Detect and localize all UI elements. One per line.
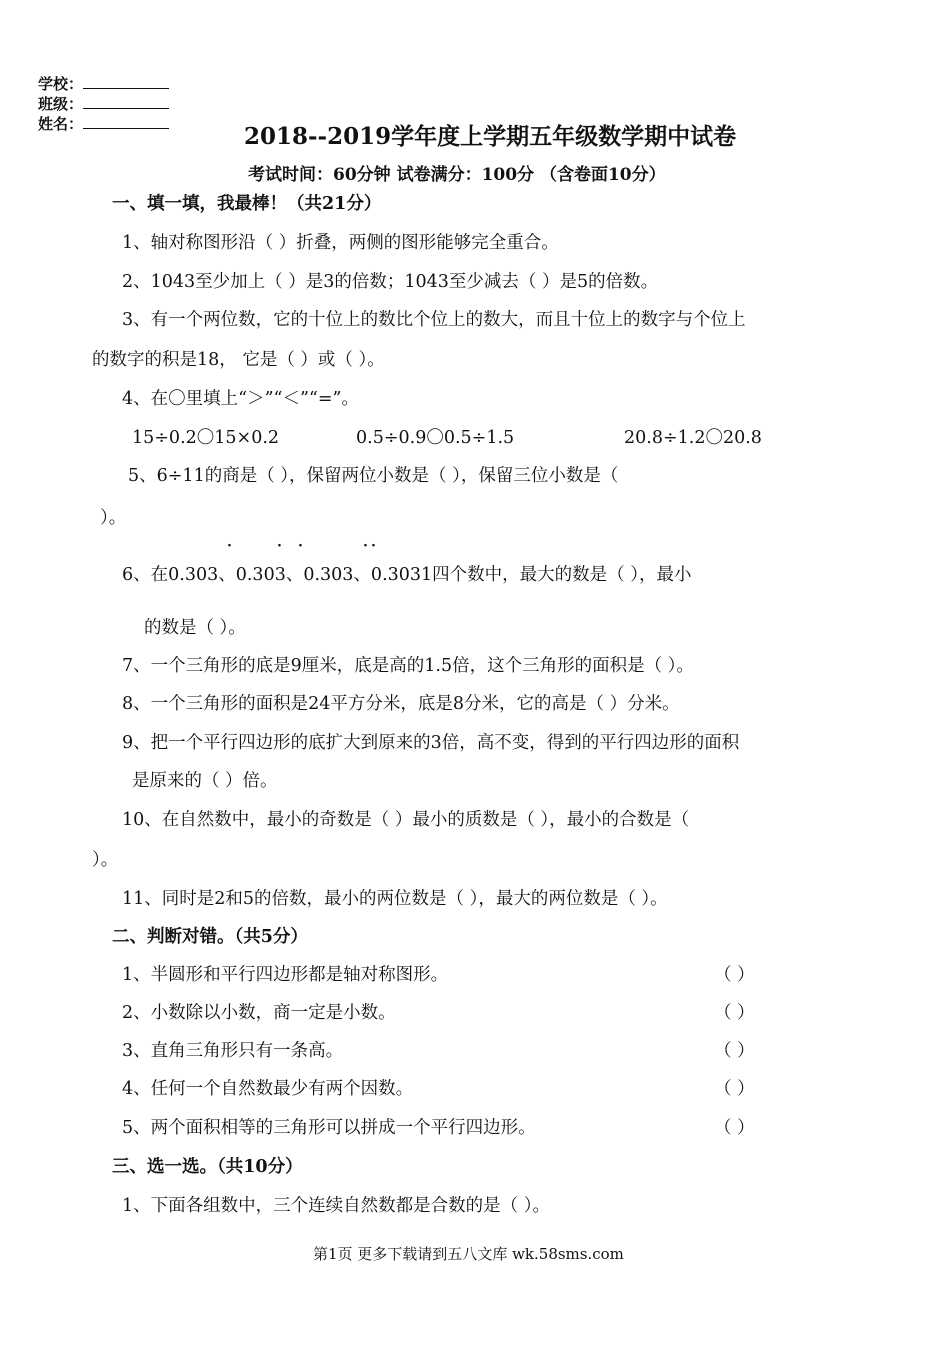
s3-question-1: 1、下面各组数中，三个连续自然数都是合数的是（ ）。 <box>122 1196 550 1216</box>
class-blank <box>83 94 169 109</box>
exam-subtitle: 考试时间：60分钟 试卷满分：100分 （含卷面10分） <box>248 165 666 185</box>
s1-question-7: 7、一个三角形的底是9厘米，底是高的1.5倍，这个三角形的面积是（ ）。 <box>122 656 694 676</box>
repeating-dot-mark: · <box>277 538 282 554</box>
s2-answer-paren-5: （ ） <box>714 1118 755 1138</box>
s1-question-4-a: 15÷0.2〇15×0.2 <box>132 428 280 448</box>
s1-question-9-line2: 是原来的（ ）倍。 <box>132 771 278 791</box>
section3-title: 三、选一选。（共10分） <box>112 1157 303 1177</box>
name-blank <box>83 114 169 129</box>
s1-question-5-line1: 5、6÷11的商是（ ），保留两位小数是（ ），保留三位小数是（ <box>128 466 619 486</box>
repeating-dot-mark: · <box>298 538 303 554</box>
school-blank <box>83 74 169 89</box>
repeating-dot-mark: · <box>363 538 368 554</box>
s1-question-1: 1、轴对称图形沿（ ）折叠，两侧的图形能够完全重合。 <box>122 233 559 253</box>
s2-item-2: 2、小数除以小数，商一定是小数。 <box>122 1003 396 1023</box>
s1-question-8: 8、一个三角形的面积是24平方分米，底是8分米，它的高是（ ）分米。 <box>122 694 680 714</box>
s1-question-5-line2: ）。 <box>100 508 127 528</box>
s1-question-3-line2: 的数字的积是18， 它是（ ）或（ ）。 <box>92 350 385 370</box>
s1-question-4-c: 20.8÷1.2〇20.8 <box>624 428 762 448</box>
s2-item-5: 5、两个面积相等的三角形可以拼成一个平行四边形。 <box>122 1118 536 1138</box>
class-field <box>38 94 169 114</box>
s1-question-9-line1: 9、把一个平行四边形的底扩大到原来的3倍，高不变，得到的平行四边形的面积 <box>122 733 740 753</box>
section1-title: 一、填一填，我最棒！（共21分） <box>112 194 382 214</box>
s1-question-10-line1: 10、在自然数中，最小的奇数是（ ）最小的质数是（ ），最小的合数是（ <box>122 810 690 830</box>
s2-answer-paren-4: （ ） <box>714 1079 755 1099</box>
s2-answer-paren-3: （ ） <box>714 1041 755 1061</box>
exam-title: 2018--2019学年度上学期五年级数学期中试卷 <box>244 123 737 150</box>
name-label: 姓名： <box>38 115 84 133</box>
s2-item-4: 4、任何一个自然数最少有两个因数。 <box>122 1079 414 1099</box>
s1-question-10-line2: ）。 <box>92 850 119 870</box>
s1-question-3-line1: 3、有一个两位数，它的十位上的数比个位上的数大，而且十位上的数字与个位上 <box>122 310 746 330</box>
s1-question-4-b: 0.5÷0.9〇0.5÷1.5 <box>356 428 515 448</box>
s2-item-1: 1、半圆形和平行四边形都是轴对称图形。 <box>122 965 449 985</box>
section2-title: 二、判断对错。（共5分） <box>112 927 308 947</box>
s1-question-4: 4、在〇里填上“＞”“＜”“=”。 <box>122 389 359 409</box>
repeating-dot-mark: · <box>371 538 376 554</box>
s1-question-6-line1: 6、在0.303、0.303、0.303、0.3031四个数中，最大的数是（ ），最小 <box>122 565 692 585</box>
s1-question-2: 2、1043至少加上（ ）是3的倍数；1043至少减去（ ）是5的倍数。 <box>122 272 659 292</box>
page-footer: 第1页 更多下载请到五八文库 wk.58sms.com <box>313 1245 624 1263</box>
repeating-dot-mark: · <box>227 538 232 554</box>
s2-item-3: 3、直角三角形只有一条高。 <box>122 1041 344 1061</box>
school-label: 学校： <box>38 75 84 93</box>
s2-answer-paren-1: （ ） <box>714 965 755 985</box>
s1-question-6-line2: 的数是（ ）。 <box>144 618 246 638</box>
class-label: 班级： <box>38 95 84 113</box>
school-field <box>38 74 169 94</box>
s1-question-11: 11、同时是2和5的倍数，最小的两位数是（ ），最大的两位数是（ ）。 <box>122 889 668 909</box>
name-field <box>38 114 169 134</box>
s2-answer-paren-2: （ ） <box>714 1003 755 1023</box>
